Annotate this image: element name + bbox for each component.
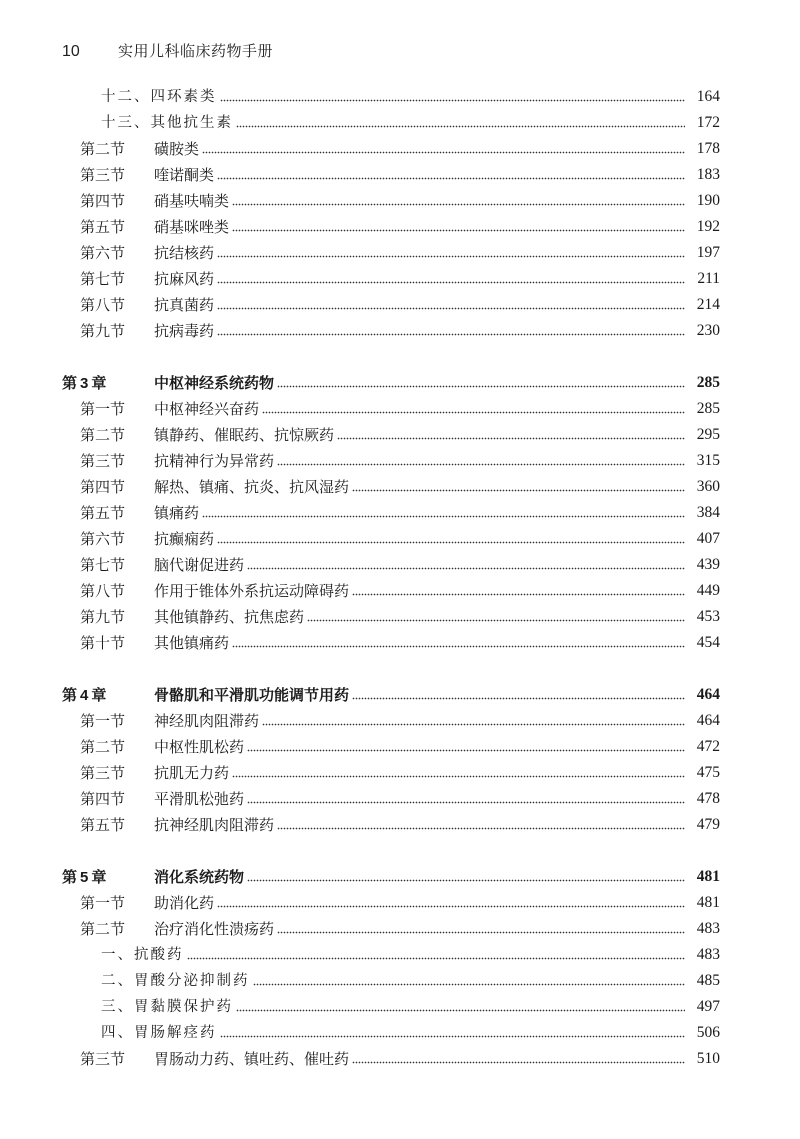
entry-page-number: 449 xyxy=(696,582,720,599)
toc-spacer xyxy=(0,344,800,370)
dot-leader xyxy=(236,110,685,136)
entry-label: 中枢性肌松药 xyxy=(154,738,245,756)
entry-page-number: 230 xyxy=(696,322,720,339)
dot-leader xyxy=(352,682,685,708)
entry-label: 二、胃酸分泌抑制药 xyxy=(101,973,250,989)
entry-page-number: 295 xyxy=(696,426,720,443)
chapter-number xyxy=(62,864,154,891)
entry-page-number: 178 xyxy=(696,140,720,157)
entry-page-number: 485 xyxy=(696,972,720,989)
section-number: 第五节 xyxy=(80,504,126,522)
toc-section-row[interactable] xyxy=(0,500,800,526)
dot-leader xyxy=(217,162,685,188)
dot-leader xyxy=(253,968,686,994)
toc-entry-title xyxy=(80,474,349,500)
entry-page-number: 483 xyxy=(696,946,720,963)
entry-page-number: 439 xyxy=(696,556,720,573)
dot-leader xyxy=(352,578,685,604)
toc-section-row[interactable] xyxy=(0,630,800,656)
entry-label: 抗精神行为异常药 xyxy=(154,452,275,470)
chapter-number-part: 3 xyxy=(80,374,89,392)
dot-leader xyxy=(247,864,685,890)
section-number: 第六节 xyxy=(80,530,126,548)
entry-page-number: 285 xyxy=(696,374,720,391)
section-number: 第三节 xyxy=(80,166,126,184)
dot-leader xyxy=(217,266,685,292)
dot-leader xyxy=(217,292,685,318)
entry-page-number: 453 xyxy=(696,608,720,625)
section-number: 第四节 xyxy=(80,790,126,808)
toc-entry-title xyxy=(101,110,233,136)
entry-label: 平滑肌松弛药 xyxy=(154,790,245,808)
entry-page-number: 285 xyxy=(696,400,720,417)
chapter-number-part: 章 xyxy=(91,685,107,704)
entry-page-number: 478 xyxy=(696,790,720,807)
toc-entry-title xyxy=(80,188,229,214)
toc-section-row[interactable] xyxy=(0,786,800,812)
toc-section-row[interactable] xyxy=(0,188,800,214)
section-number: 第三节 xyxy=(80,764,126,782)
toc-entry-title xyxy=(80,760,229,786)
toc-spacer xyxy=(0,656,800,682)
entry-label: 中枢神经系统药物 xyxy=(154,374,275,392)
entry-label: 抗癫痫药 xyxy=(154,530,215,548)
entry-page-number: 506 xyxy=(696,1024,720,1041)
toc-entry-title xyxy=(80,136,199,162)
dot-leader xyxy=(337,422,685,448)
toc-entry-title xyxy=(101,1020,217,1046)
toc-entry-title xyxy=(80,1046,349,1072)
toc-entry-title xyxy=(80,214,229,240)
entry-page-number: 183 xyxy=(696,166,720,183)
entry-label: 抗神经肌肉阻滞药 xyxy=(154,816,275,834)
toc-section-row[interactable] xyxy=(0,1046,800,1072)
toc-entry-title xyxy=(80,734,244,760)
entry-label: 三、胃黏膜保护药 xyxy=(101,999,233,1015)
dot-leader xyxy=(187,942,686,968)
dot-leader xyxy=(277,370,685,396)
entry-page-number: 190 xyxy=(696,192,720,209)
toc-entry-title xyxy=(80,604,304,630)
toc-section-row[interactable] xyxy=(0,890,800,916)
toc-section-row[interactable] xyxy=(0,552,800,578)
section-number: 第四节 xyxy=(80,478,126,496)
dot-leader xyxy=(217,240,685,266)
toc-section-row[interactable] xyxy=(0,760,800,786)
dot-leader xyxy=(232,188,685,214)
entry-page-number: 315 xyxy=(696,452,720,469)
dot-leader xyxy=(236,994,685,1020)
dot-leader xyxy=(217,318,685,344)
toc-section-row[interactable] xyxy=(0,604,800,630)
entry-page-number: 384 xyxy=(696,504,720,521)
toc-subsection-row[interactable] xyxy=(0,110,800,136)
entry-label: 十二、四环素类 xyxy=(101,89,217,105)
section-number: 第三节 xyxy=(80,452,126,470)
toc-section-row[interactable] xyxy=(0,396,800,422)
entry-page-number: 211 xyxy=(697,270,720,287)
dot-leader xyxy=(217,526,685,552)
chapter-number-part: 5 xyxy=(80,868,89,886)
section-number: 第二节 xyxy=(80,426,126,444)
entry-label: 中枢神经兴奋药 xyxy=(154,400,260,418)
section-number: 第六节 xyxy=(80,244,126,262)
dot-leader xyxy=(232,214,685,240)
section-number: 第一节 xyxy=(80,712,126,730)
toc-section-row[interactable] xyxy=(0,812,800,838)
entry-label: 十三、其他抗生素 xyxy=(101,115,233,131)
dot-leader xyxy=(277,812,685,838)
entry-page-number: 481 xyxy=(696,894,720,911)
toc-section-row[interactable] xyxy=(0,318,800,344)
entry-label: 治疗消化性溃疡药 xyxy=(154,920,275,938)
chapter-number-part: 第 xyxy=(62,685,78,704)
toc-section-row[interactable] xyxy=(0,448,800,474)
dot-leader xyxy=(247,786,685,812)
toc-section-row[interactable] xyxy=(0,266,800,292)
toc-subsection-row[interactable] xyxy=(0,84,800,110)
entry-page-number: 481 xyxy=(696,868,720,885)
toc-section-row[interactable] xyxy=(0,214,800,240)
entry-label: 硝基咪唑类 xyxy=(154,218,230,236)
dot-leader xyxy=(352,1046,685,1072)
entry-page-number: 497 xyxy=(696,998,720,1015)
entry-label: 助消化药 xyxy=(154,894,215,912)
section-number: 第七节 xyxy=(80,270,126,288)
entry-label: 一、抗酸药 xyxy=(101,947,184,963)
toc-entry-title xyxy=(101,968,250,994)
table-of-contents xyxy=(0,84,800,1072)
chapter-number-part: 4 xyxy=(80,686,89,704)
dot-leader xyxy=(220,1020,686,1046)
entry-label: 其他镇静药、抗焦虑药 xyxy=(154,608,305,626)
entry-page-number: 172 xyxy=(696,114,720,131)
entry-label: 解热、镇痛、抗炎、抗风湿药 xyxy=(154,478,350,496)
dot-leader xyxy=(232,760,685,786)
toc-entry-title xyxy=(80,786,244,812)
section-number: 第八节 xyxy=(80,582,126,600)
entry-label: 脑代谢促进药 xyxy=(154,556,245,574)
entry-page-number: 360 xyxy=(696,478,720,495)
book-title: 实用儿科临床药物手册 xyxy=(118,42,274,60)
dot-leader xyxy=(262,708,685,734)
toc-entry-title xyxy=(80,708,259,734)
entry-page-number: 454 xyxy=(696,634,720,651)
section-number: 第一节 xyxy=(80,894,126,912)
entry-page-number: 192 xyxy=(696,218,720,235)
chapter-number xyxy=(62,682,154,709)
toc-entry-title xyxy=(80,630,229,656)
entry-label: 抗麻风药 xyxy=(154,270,215,288)
entry-page-number: 483 xyxy=(696,920,720,937)
entry-label: 抗病毒药 xyxy=(154,322,215,340)
entry-label: 抗真菌药 xyxy=(154,296,215,314)
toc-entry-title xyxy=(101,994,233,1020)
toc-subsection-row[interactable] xyxy=(0,942,800,968)
toc-chapter-row[interactable] xyxy=(0,864,800,890)
entry-page-number: 164 xyxy=(696,88,720,105)
toc-entry-title xyxy=(80,318,214,344)
toc-chapter-row[interactable] xyxy=(0,370,800,396)
entry-page-number: 472 xyxy=(696,738,720,755)
entry-label: 其他镇痛药 xyxy=(154,634,230,652)
entry-page-number: 197 xyxy=(696,244,720,261)
toc-entry-title xyxy=(80,292,214,318)
chapter-number-part: 第 xyxy=(62,373,78,392)
dot-leader xyxy=(307,604,685,630)
toc-subsection-row[interactable] xyxy=(0,968,800,994)
entry-label: 磺胺类 xyxy=(154,140,200,158)
section-number: 第九节 xyxy=(80,322,126,340)
toc-entry-title xyxy=(62,864,244,891)
page-header xyxy=(62,40,273,61)
section-number: 第十节 xyxy=(80,634,126,652)
section-number: 第七节 xyxy=(80,556,126,574)
entry-label: 喹诺酮类 xyxy=(154,166,215,184)
toc-entry-title xyxy=(80,578,349,604)
toc-section-row[interactable] xyxy=(0,422,800,448)
entry-page-number: 464 xyxy=(696,712,720,729)
toc-section-row[interactable] xyxy=(0,474,800,500)
toc-entry-title xyxy=(101,942,184,968)
toc-entry-title xyxy=(62,682,349,709)
dot-leader xyxy=(217,890,685,916)
toc-entry-title xyxy=(80,266,214,292)
toc-entry-title xyxy=(80,448,274,474)
dot-leader xyxy=(352,474,685,500)
entry-label: 作用于锥体外系抗运动障碍药 xyxy=(154,582,350,600)
toc-spacer xyxy=(0,838,800,864)
toc-entry-title xyxy=(80,552,244,578)
entry-label: 消化系统药物 xyxy=(154,868,245,886)
toc-entry-title xyxy=(80,396,259,422)
chapter-number-part: 章 xyxy=(91,373,107,392)
dot-leader xyxy=(247,734,685,760)
toc-section-row[interactable] xyxy=(0,578,800,604)
toc-entry-title xyxy=(80,526,214,552)
toc-section-row[interactable] xyxy=(0,292,800,318)
entry-label: 镇静药、催眠药、抗惊厥药 xyxy=(154,426,335,444)
entry-page-number: 510 xyxy=(696,1050,720,1067)
entry-label: 神经肌肉阻滞药 xyxy=(154,712,260,730)
toc-section-row[interactable] xyxy=(0,162,800,188)
dot-leader xyxy=(277,916,685,942)
toc-entry-title xyxy=(101,84,217,110)
toc-section-row[interactable] xyxy=(0,136,800,162)
entry-page-number: 407 xyxy=(696,530,720,547)
dot-leader xyxy=(277,448,685,474)
toc-entry-title xyxy=(80,500,199,526)
toc-section-row[interactable] xyxy=(0,240,800,266)
toc-section-row[interactable] xyxy=(0,916,800,942)
dot-leader xyxy=(247,552,685,578)
section-number: 第四节 xyxy=(80,192,126,210)
toc-section-row[interactable] xyxy=(0,734,800,760)
section-number: 第一节 xyxy=(80,400,126,418)
entry-page-number: 475 xyxy=(696,764,720,781)
toc-entry-title xyxy=(80,890,214,916)
dot-leader xyxy=(202,136,685,162)
toc-entry-title xyxy=(80,422,334,448)
toc-subsection-row[interactable] xyxy=(0,1020,800,1046)
entry-label: 胃肠动力药、镇吐药、催吐药 xyxy=(154,1050,350,1068)
toc-entry-title xyxy=(62,370,274,397)
chapter-number-part: 第 xyxy=(62,867,78,886)
entry-page-number: 214 xyxy=(696,296,720,313)
entry-label: 抗肌无力药 xyxy=(154,764,230,782)
page-number: 10 xyxy=(62,43,80,60)
section-number: 第九节 xyxy=(80,608,126,626)
entry-label: 四、胃肠解痉药 xyxy=(101,1025,217,1041)
section-number: 第二节 xyxy=(80,738,126,756)
dot-leader xyxy=(262,396,685,422)
toc-section-row[interactable] xyxy=(0,708,800,734)
entry-label: 骨骼肌和平滑肌功能调节用药 xyxy=(154,686,350,704)
entry-page-number: 479 xyxy=(696,816,720,833)
section-number: 第五节 xyxy=(80,218,126,236)
toc-entry-title xyxy=(80,916,274,942)
toc-section-row[interactable] xyxy=(0,526,800,552)
section-number: 第八节 xyxy=(80,296,126,314)
dot-leader xyxy=(232,630,685,656)
dot-leader xyxy=(220,84,686,110)
toc-entry-title xyxy=(80,812,274,838)
entry-page-number: 464 xyxy=(696,686,720,703)
toc-subsection-row[interactable] xyxy=(0,994,800,1020)
entry-label: 硝基呋喃类 xyxy=(154,192,230,210)
chapter-number-part: 章 xyxy=(91,867,107,886)
toc-entry-title xyxy=(80,162,214,188)
dot-leader xyxy=(202,500,685,526)
section-number: 第二节 xyxy=(80,140,126,158)
toc-entry-title xyxy=(80,240,214,266)
section-number: 第二节 xyxy=(80,920,126,938)
section-number: 第五节 xyxy=(80,816,126,834)
section-number: 第三节 xyxy=(80,1050,126,1068)
entry-label: 抗结核药 xyxy=(154,244,215,262)
chapter-number xyxy=(62,370,154,397)
toc-chapter-row[interactable] xyxy=(0,682,800,708)
entry-label: 镇痛药 xyxy=(154,504,200,522)
